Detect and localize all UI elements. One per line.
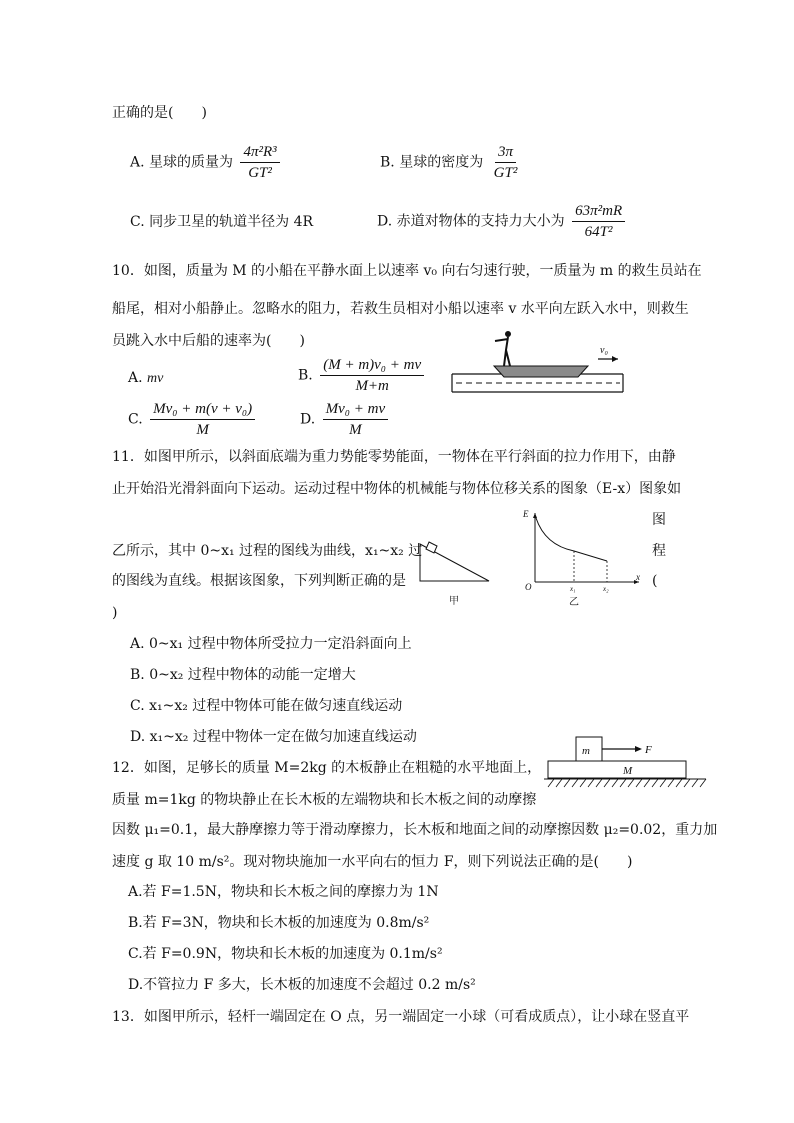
incline-figure: [415, 538, 495, 608]
q11-stem-line5: ): [112, 605, 118, 621]
q11-stem-line4: 的图线为直线。根据该图象，下列判断正确的是: [112, 573, 406, 589]
q10-option-b-label: B.: [298, 367, 313, 384]
q9-option-a[interactable]: [130, 143, 280, 182]
q11-stem-right3: (: [652, 573, 658, 589]
fraction-denominator: M: [196, 422, 209, 438]
q9-option-a-label: A. 星球的质量为: [130, 154, 234, 171]
q10-option-b[interactable]: [298, 356, 424, 395]
fraction-numerator: Mv₀ + m(v + v₀): [150, 400, 255, 420]
fraction-numerator: (M + m)v₀ + mv: [320, 356, 424, 376]
long-board: [548, 761, 686, 778]
axis-e-label: E: [523, 509, 529, 519]
q12-stem-line1: 12．如图，足够长的质量 M=2kg 的木板静止在粗糙的水平地面上，: [112, 760, 542, 776]
fraction-numerator: 4π²R³: [240, 143, 279, 163]
q10-option-b-fraction: [320, 356, 424, 395]
fraction-numerator: Mv₀ + mv: [323, 400, 388, 420]
q9-option-b-fraction: [491, 143, 521, 182]
q9-option-d-label: D. 赤道对物体的支持力大小为: [377, 213, 565, 230]
q9-option-d[interactable]: [377, 202, 625, 241]
q11-option-a[interactable]: A. 0~x₁ 过程中物体所受拉力一定沿斜面向上: [130, 636, 412, 652]
fig-jia-label: 甲: [449, 596, 459, 607]
q10-option-a-expr: mv: [147, 371, 164, 386]
q12-option-d[interactable]: D.不管拉力 F 多大，长木板的加速度不会超过 0.2 m/s²: [128, 977, 476, 993]
q9-option-a-fraction: [240, 143, 279, 182]
q11-stem-line1: 11．如图甲所示，以斜面底端为重力势能零势能面，一物体在平行斜面的拉力作用下，由静: [112, 449, 676, 465]
q11-stem-right1: 图: [652, 512, 666, 528]
q12-stem-line4: 速度 g 取 10 m/s²。现对物块施加一水平向右的恒力 F，则下列说法正确的是( ): [112, 854, 633, 870]
force-label: F: [645, 744, 652, 756]
q10-stem-line2: 船尾，相对小船静止。忽略水的阻力，若救生员相对小船以速率 v 水平向左跃入水中，则救生: [112, 301, 689, 317]
ground-hatching: [548, 779, 706, 787]
tick-x1-label: x₁: [570, 585, 576, 593]
tick-x2-label: x₂: [603, 585, 609, 593]
fraction-denominator: M+m: [355, 378, 389, 394]
energy-curve: [536, 518, 607, 561]
boat-icon: [494, 366, 588, 377]
lifeguard-icon: [495, 331, 511, 366]
q10-option-d-fraction: [323, 400, 388, 439]
block-board-figure: [542, 733, 708, 789]
long-board-label: M: [623, 765, 633, 777]
block-icon: [426, 542, 437, 553]
q12-option-c[interactable]: C.若 F=0.9N，物块和长木板的加速度为 0.1m/s²: [128, 946, 443, 962]
boat-figure: [450, 328, 625, 396]
q11-stem-line2: 止开始沿光滑斜面向下运动。运动过程中物体的机械能与物体位移关系的图象（E-x）图象如: [112, 481, 682, 497]
fraction-denominator: GT²: [493, 165, 518, 181]
q9-option-d-fraction: [572, 202, 625, 241]
q9-option-b[interactable]: [380, 143, 520, 182]
fraction-denominator: GT²: [248, 165, 272, 181]
q11-option-b[interactable]: B. 0~x₂ 过程中物体的动能一定增大: [130, 667, 356, 683]
q9-option-c-label: C. 同步卫星的轨道半径为 4R: [130, 214, 314, 230]
q10-option-c-label: C.: [128, 411, 143, 428]
small-block-label: m: [582, 745, 590, 757]
q11-option-d[interactable]: D. x₁~x₂ 过程中物体一定在做匀加速直线运动: [130, 729, 417, 745]
q11-stem-right2: 程: [652, 543, 666, 559]
q10-stem-line1: 10．如图，质量为 M 的小船在平静水面上以速率 v₀ 向右匀速行驶，一质量为 m 的救生员站在: [112, 263, 702, 279]
q11-stem-line3: 乙所示，其中 0~x₁ 过程的图线为曲线，x₁~x₂ 过: [112, 543, 423, 559]
q13-stem-line1: 13．如图甲所示，轻杆一端固定在 O 点，另一端固定一小球（可看成质点），让小球在竖直平: [112, 1009, 690, 1025]
q10-option-c[interactable]: [128, 400, 255, 439]
fraction-denominator: 64T²: [584, 224, 613, 240]
e-x-graph: [517, 507, 647, 607]
q12-option-a[interactable]: A.若 F=1.5N，物块和长木板之间的摩擦力为 1N: [128, 884, 439, 900]
axis-x-label: x: [636, 572, 640, 582]
q11-option-c[interactable]: C. x₁~x₂ 过程中物体可能在做匀速直线运动: [130, 698, 403, 714]
q12-stem-line2: 质量 m=1kg 的物块静止在长木板的左端物块和长木板之间的动摩擦: [112, 792, 537, 808]
q10-option-d-label: D.: [300, 411, 316, 428]
q10-option-a[interactable]: [128, 368, 163, 389]
fraction-numerator: 63π²mR: [572, 202, 625, 222]
q10-stem-line3: 员跳入水中后船的速率为( ): [112, 333, 305, 349]
q10-option-a-label: A.: [128, 370, 143, 386]
q10-option-d[interactable]: [300, 400, 388, 439]
axis-origin-label: O: [525, 582, 532, 592]
q9-stem-end: 正确的是( ): [112, 105, 207, 121]
velocity-label: v₀: [600, 345, 608, 356]
q10-option-c-fraction: [150, 400, 255, 439]
q9-option-c[interactable]: [130, 212, 313, 232]
q9-option-b-label: B. 星球的密度为: [380, 154, 484, 171]
fig-yi-label: 乙: [569, 597, 579, 607]
fraction-numerator: 3π: [495, 143, 516, 163]
q12-option-b[interactable]: B.若 F=3N，物块和长木板的加速度为 0.8m/s²: [128, 915, 430, 931]
q12-stem-line3: 因数 μ₁=0.1，最大静摩擦力等于滑动摩擦力，长木板和地面之间的动摩擦因数 μ₂=0.02，重力加: [112, 822, 718, 838]
fraction-denominator: M: [349, 422, 362, 438]
